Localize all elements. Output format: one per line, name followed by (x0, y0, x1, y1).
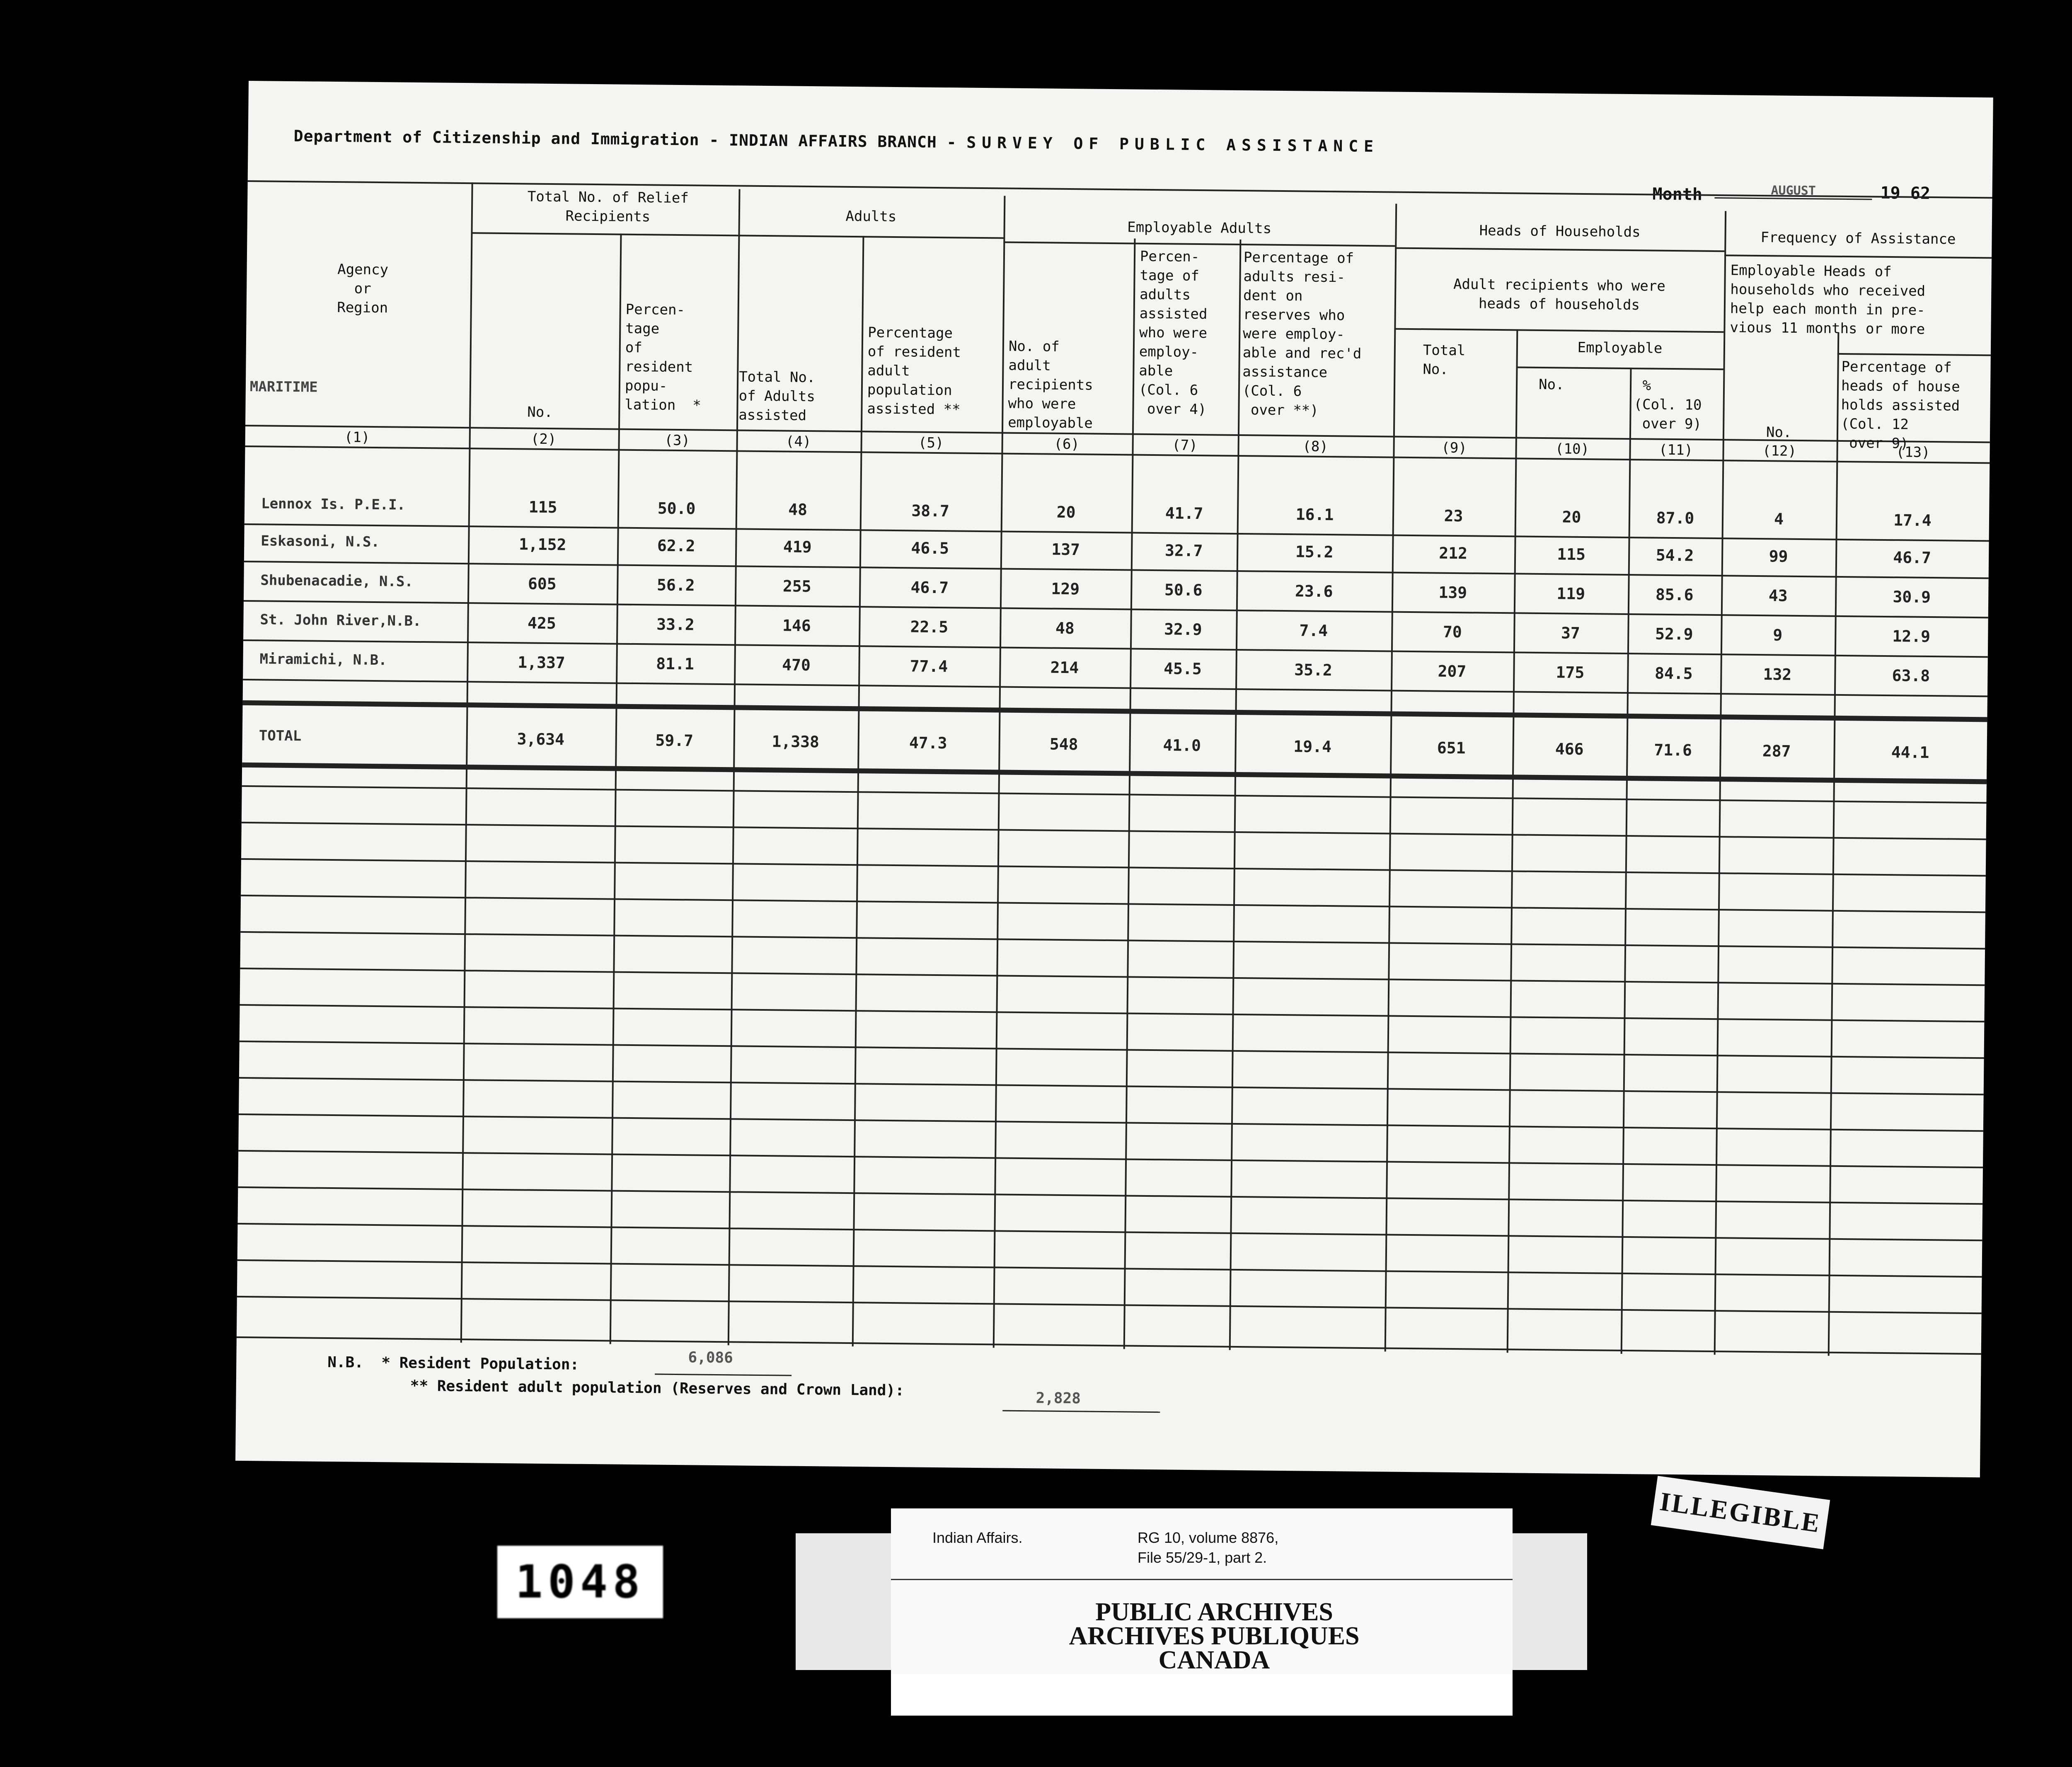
row-2-c11: 85.6 (1655, 585, 1694, 604)
archive-ref2: File 55/29-1, part 2. (1138, 1549, 1267, 1566)
row-2-c10: 119 (1556, 584, 1585, 603)
empty-row-line (238, 1223, 1982, 1241)
total-row-agency: TOTAL (259, 727, 302, 745)
col-number: (1) (344, 429, 370, 446)
row-4-c3: 81.1 (656, 654, 695, 673)
row-3-c11: 52.9 (1655, 625, 1693, 644)
header-region: MARITIME (249, 378, 318, 396)
empty-row-line (238, 1186, 1982, 1205)
row-4-c9: 207 (1438, 662, 1467, 681)
row-0-c12: 4 (1774, 510, 1784, 528)
archive-line3: CANADA (1158, 1646, 1270, 1674)
row-2-agency: Shubenacadie, N.S. (260, 572, 414, 590)
row-0-c3: 50.0 (657, 499, 696, 518)
header-total-adults: Total No. of Adults assisted (738, 368, 816, 424)
row-1-c13: 46.7 (1893, 548, 1932, 567)
illegible-stamp: ILLEGIBLE (1651, 1476, 1830, 1549)
year-value: 19 62 (1880, 183, 1931, 203)
header-emp-pct: % (Col. 10 over 9) (1634, 377, 1702, 433)
col-number: (5) (918, 434, 944, 452)
row-4-c2: 1,337 (518, 653, 565, 672)
group-line (1516, 366, 1723, 370)
group-line (1394, 328, 1723, 333)
empty-row-line (240, 1004, 1985, 1022)
table-bottom-line (237, 1336, 1981, 1355)
row-0-c2: 115 (528, 498, 557, 517)
archive-label-strip (891, 1674, 1513, 1716)
adult-population-value: 2,828 (1036, 1389, 1081, 1407)
row-1-c11: 54.2 (1656, 546, 1694, 565)
empty-row-line (240, 1041, 1984, 1059)
header-total-no: Total No. (1423, 342, 1466, 378)
total-row-c4: 1,338 (772, 732, 820, 751)
row-4-c11: 84.5 (1654, 664, 1693, 683)
row-4-c5: 77.4 (910, 657, 948, 676)
header-freq-no: No. (1766, 424, 1792, 441)
total-row-c13: 44.1 (1891, 743, 1929, 762)
archive-divider (891, 1579, 1513, 1580)
row-0-c4: 48 (788, 500, 808, 519)
total-row-c12: 287 (1762, 742, 1791, 760)
row-0-c13: 17.4 (1893, 511, 1932, 530)
adult-population-label: ** Resident adult population (Reserves and Crown Land): (410, 1377, 904, 1399)
empty-row-line (242, 822, 1986, 840)
header-freq-pct: Percentage of heads of house holds assisted (Col. 12 over 9) (1840, 358, 1960, 452)
row-4-c12: 132 (1763, 665, 1792, 684)
adult-population-line (1002, 1410, 1160, 1413)
row-3-c6: 48 (1055, 619, 1075, 638)
header-heads: Heads of Households (1479, 222, 1641, 241)
row-0-c11: 87.0 (1656, 508, 1694, 528)
row-1-c10: 115 (1557, 545, 1586, 564)
group-line (738, 235, 1003, 239)
empty-row-line (237, 1296, 1982, 1314)
empty-row-line (241, 858, 1986, 876)
col-number: (8) (1302, 438, 1329, 455)
header-pct-resident-adult: Percentage of resident adult population assisted ** (867, 324, 961, 418)
total-row-c10: 466 (1555, 740, 1584, 758)
row-2-c7: 50.6 (1164, 581, 1203, 600)
empty-row-line (239, 1077, 1984, 1095)
row-3-c10: 37 (1561, 624, 1580, 642)
nb-resident-population-label: N.B. * Resident Population: (327, 1353, 579, 1373)
total-row-c11: 71.6 (1654, 741, 1692, 760)
row-1-c7: 32.7 (1164, 541, 1203, 560)
empty-row-line (240, 968, 1985, 986)
row-2-c2: 605 (528, 574, 557, 593)
row-4-c13: 63.8 (1892, 666, 1930, 685)
total-row-c7: 41.0 (1163, 736, 1201, 755)
header-adults: Adults (845, 208, 897, 225)
col-number: (2) (530, 431, 557, 448)
row-3-c13: 12.9 (1892, 627, 1931, 646)
row-0-c7: 41.7 (1165, 504, 1203, 523)
total-row-c6: 548 (1049, 735, 1078, 754)
header-pct-resident: Percen- tage of resident popu- lation * (625, 301, 701, 414)
archive-ref1: RG 10, volume 8876, (1138, 1529, 1279, 1546)
header-pct-adults-reserves: Percentage of adults resi- dent on reserves who were employ- able and rec'd assistance (Col. 6 over **) (1242, 249, 1362, 419)
row-1-c12: 99 (1769, 547, 1788, 566)
header-no: No. (527, 404, 553, 421)
row-1-c6: 137 (1051, 540, 1080, 559)
row-0-c6: 20 (1056, 503, 1076, 522)
row-3-c4: 146 (782, 616, 811, 635)
header-employable-adults: Employable Adults (1127, 219, 1272, 237)
archive-dept: Indian Affairs. (932, 1529, 1023, 1546)
row-3-c12: 9 (1773, 626, 1783, 644)
row-3-c9: 70 (1443, 622, 1462, 641)
col-number: (9) (1441, 439, 1467, 457)
row-4-c8: 35.2 (1294, 661, 1332, 680)
row-1-c5: 46.5 (911, 539, 949, 558)
row-2-c12: 43 (1768, 586, 1788, 605)
row-1-agency: Eskasoni, N.S. (261, 533, 380, 551)
total-top-rule (243, 700, 1987, 722)
header-frequency: Frequency of Assistance (1760, 229, 1956, 248)
col-number: (7) (1172, 437, 1198, 454)
total-bottom-rule (242, 762, 1987, 784)
empty-row-line (241, 895, 1985, 913)
row-3-c2: 425 (527, 614, 556, 633)
row-0-c10: 20 (1562, 508, 1581, 526)
header-no-employable: No. of adult recipients who were employable (1007, 338, 1093, 432)
reel-number: 1048 (497, 1546, 663, 1618)
col-number: (10) (1555, 441, 1590, 458)
row-2-c9: 139 (1438, 583, 1467, 602)
total-row-c3: 59.7 (655, 731, 694, 750)
group-line (1395, 247, 1724, 252)
row-0-c5: 38.7 (911, 501, 950, 520)
col-number: (12) (1762, 443, 1797, 460)
row-4-agency: Miramichi, N.B. (259, 651, 387, 669)
resident-population-line (655, 1374, 792, 1376)
header-emp-no: No. (1538, 376, 1564, 393)
group-line (1003, 242, 1395, 247)
empty-row-line (240, 931, 1985, 949)
group-line (1837, 353, 1991, 356)
survey-form-sheet (235, 81, 1993, 1477)
header-pct-adults-employable: Percen- tage of adults assisted who were employ- able (Col. 6 over 4) (1138, 248, 1208, 418)
row-1-c2: 1,152 (518, 535, 566, 554)
total-row-c2: 3,634 (517, 730, 565, 749)
col-number: (6) (1054, 436, 1080, 453)
month-value: AUGUST (1714, 183, 1872, 200)
row-3-c8: 7.4 (1299, 621, 1328, 640)
row-2-c13: 30.9 (1893, 588, 1931, 607)
row-4-c4: 470 (782, 656, 811, 675)
col-number: (3) (664, 432, 690, 449)
row-0-c8: 16.1 (1295, 505, 1334, 524)
group-line (471, 232, 738, 236)
row-2-c6: 129 (1051, 579, 1080, 598)
header-employable: Employable (1577, 339, 1663, 357)
col-line (460, 182, 473, 1343)
form-title (294, 127, 1380, 155)
col-number: (4) (785, 433, 811, 450)
total-row-c5: 47.3 (909, 733, 947, 753)
row-2-c5: 46.7 (910, 578, 949, 597)
row-2-c4: 255 (782, 577, 811, 596)
group-line (1724, 254, 1992, 259)
col-line (1714, 211, 1726, 1355)
header-total-recipients: Total No. of Relief Recipients (527, 188, 689, 225)
total-row-c8: 19.4 (1293, 737, 1332, 756)
row-3-agency: St. John River,N.B. (260, 611, 421, 630)
empty-row-line (239, 1113, 1983, 1132)
row-2-c8: 23.6 (1295, 582, 1333, 601)
row-1-c8: 15.2 (1295, 542, 1334, 562)
header-freq-sub: Employable Heads of households who received help each month in pre- vious 11 months or more (1730, 262, 1926, 338)
row-1-c3: 62.2 (657, 536, 695, 555)
row-3-c7: 32.9 (1164, 620, 1202, 639)
row-0-c9: 23 (1444, 506, 1463, 525)
col-number: (13) (1896, 444, 1930, 461)
col-number: (11) (1658, 441, 1693, 459)
empty-row-line (237, 1259, 1982, 1278)
row-3-c5: 22.5 (910, 617, 949, 637)
resident-population-value: 6,086 (688, 1349, 733, 1367)
total-row-c9: 651 (1437, 738, 1466, 758)
archive-line2: ARCHIVES PUBLIQUES (1069, 1622, 1360, 1650)
row-2-c3: 56.2 (656, 576, 695, 595)
row-3-c3: 33.2 (656, 615, 695, 634)
row-4-c10: 175 (1556, 663, 1585, 682)
ruled-lines (249, 81, 1993, 97)
title-survey: SURVEY OF PUBLIC ASSISTANCE (966, 133, 1380, 156)
row-1-c9: 212 (1439, 544, 1468, 563)
header-heads-sub: Adult recipients who were heads of households (1453, 276, 1665, 314)
row-1-c4: 419 (783, 537, 812, 557)
empty-row-line (242, 785, 1987, 804)
archive-line1: PUBLIC ARCHIVES (1095, 1598, 1333, 1626)
header-agency: Agency or Region (337, 261, 389, 317)
row-4-c7: 45.5 (1164, 659, 1202, 678)
row-4-c6: 214 (1050, 658, 1079, 677)
title-department: Department of Citizenship and Immigration - INDIAN AFFAIRS BRANCH - (293, 127, 967, 152)
row-0-agency: Lennox Is. P.E.I. (261, 495, 406, 513)
empty-row-line (238, 1150, 1983, 1168)
